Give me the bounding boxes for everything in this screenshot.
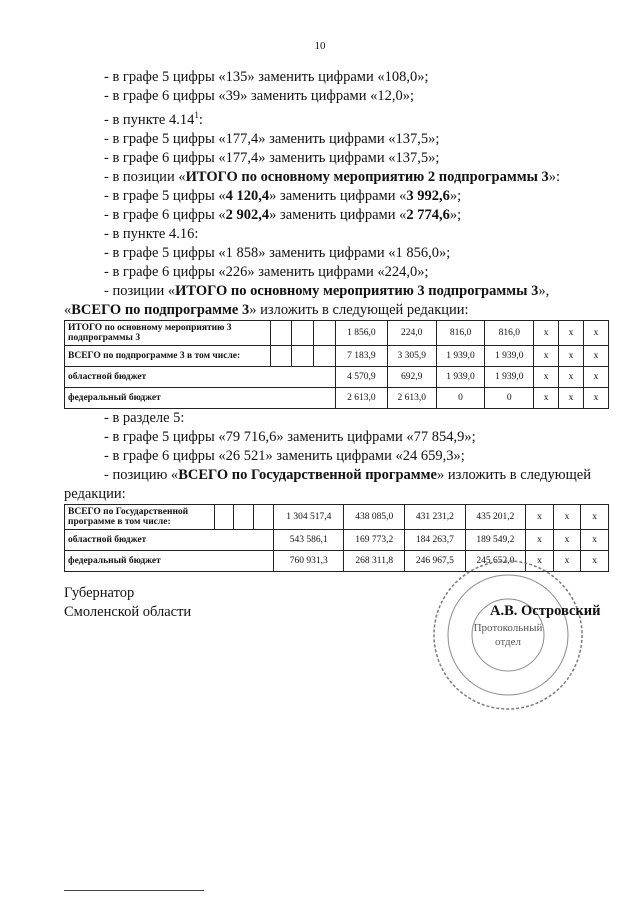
cell: х (581, 550, 609, 571)
amendment-line: - в графе 5 цифры «4 120,4» заменить цифрами «3 992,6»; (104, 187, 462, 204)
row-label: областной бюджет (65, 529, 274, 550)
cell: 0 (436, 387, 485, 408)
stamp-text: Протокольный (473, 622, 543, 634)
table-row (65, 529, 609, 550)
signatory-name: А.В. Островский (490, 603, 601, 619)
amendment-line: - в графе 5 цифры «177,4» заменить цифрами «137,5»; (104, 130, 440, 147)
page-number: 10 (314, 40, 326, 52)
cell: 0 (485, 387, 534, 408)
row-label: ВСЕГО по Государственной программе в том числе: (65, 504, 215, 529)
amendment-line: - в графе 6 цифры «226» заменить цифрами «224,0»; (104, 263, 429, 280)
cell: х (526, 529, 554, 550)
amendment-line: - в графе 6 цифры «26 521» заменить цифрами «24 659,3»; (104, 447, 465, 464)
amendment-line: редакции: (64, 485, 126, 502)
amendment-line: - в графе 5 цифры «79 716,6» заменить цифрами «77 854,9»; (104, 428, 476, 445)
cell: х (581, 504, 609, 529)
cell: 3 305,9 (387, 345, 436, 366)
cell: 189 549,2 (465, 529, 526, 550)
table-row (65, 345, 609, 366)
cell: 760 931,3 (274, 550, 344, 571)
cell: х (534, 387, 559, 408)
cell: х (584, 320, 609, 345)
cell: 2 613,0 (387, 387, 436, 408)
cell: 246 967,5 (405, 550, 466, 571)
cell: х (526, 504, 554, 529)
cell: х (581, 529, 609, 550)
table-row (65, 366, 609, 387)
row-label: ВСЕГО по подпрограмме 3 в том числе: (65, 345, 271, 366)
cell: х (534, 366, 559, 387)
cell: х (553, 529, 581, 550)
document-body (64, 68, 609, 572)
cell: 1 856,0 (335, 320, 387, 345)
official-stamp (428, 555, 588, 715)
cell: х (584, 366, 609, 387)
cell: х (559, 345, 584, 366)
cell: х (559, 320, 584, 345)
cell: 1 304 517,4 (274, 504, 344, 529)
cell: 1 939,0 (436, 366, 485, 387)
amendment-line: - в графе 6 цифры «2 902,4» заменить цифрами «2 774,6»; (104, 206, 462, 223)
cell: 2 613,0 (335, 387, 387, 408)
amendment-line: - в графе 5 цифры «135» заменить цифрами «108,0»; (104, 69, 429, 85)
cell: х (534, 345, 559, 366)
cell: 245 652,0 (465, 550, 526, 571)
amendment-line: - в пункте 4.14$^1$: (104, 110, 203, 128)
cell: х (559, 366, 584, 387)
cell: х (559, 387, 584, 408)
cell: 1 939,0 (485, 345, 534, 366)
amendment-line: - позиции «ИТОГО по основному мероприятию 3 подпрограммы 3», (104, 282, 550, 299)
amendment-line: - в графе 6 цифры «177,4» заменить цифрами «137,5»; (104, 149, 440, 166)
cell: 224,0 (387, 320, 436, 345)
cell: х (584, 387, 609, 408)
table-row (65, 387, 609, 408)
cell: 7 183,9 (335, 345, 387, 366)
amendment-line: - в пункте 4.16: (104, 225, 199, 242)
stamp-text: отдел (495, 636, 521, 648)
amendment-line: - в позиции «ИТОГО по основному мероприятию 2 подпрограммы 3»: (104, 168, 561, 185)
cell: 1 939,0 (485, 366, 534, 387)
cell: 543 586,1 (274, 529, 344, 550)
row-label: федеральный бюджет (65, 550, 274, 571)
cell: 1 939,0 (436, 345, 485, 366)
cell: 268 311,8 (344, 550, 405, 571)
cell: 816,0 (485, 320, 534, 345)
amendment-line: - в графе 5 цифры «1 858» заменить цифрами «1 856,0»; (104, 244, 451, 261)
cell: х (534, 320, 559, 345)
table-row (65, 320, 609, 345)
amendment-line: - в разделе 5: (104, 409, 185, 426)
cell: 4 570,9 (335, 366, 387, 387)
cell: 438 085,0 (344, 504, 405, 529)
row-label: областной бюджет (65, 366, 336, 387)
cell: 816,0 (436, 320, 485, 345)
cell: 184 263,7 (405, 529, 466, 550)
amendment-line: - в графе 6 цифры «39» заменить цифрами «12,0»; (104, 88, 414, 104)
amendment-line: - позицию «ВСЕГО по Государственной программе» изложить в следующей (104, 466, 592, 483)
row-label: федеральный бюджет (65, 387, 336, 408)
subprogram-3-table (64, 320, 609, 409)
cell: х (584, 345, 609, 366)
cell: 435 201,2 (465, 504, 526, 529)
cell: х (553, 504, 581, 529)
cell: х (526, 550, 554, 571)
cell: х (553, 550, 581, 571)
cell: 692,9 (387, 366, 436, 387)
row-label: ИТОГО по основному мероприятию 3 подпрограммы 3 (65, 320, 271, 345)
table-row (65, 504, 609, 529)
amendment-line: «ВСЕГО по подпрограмме 3» изложить в следующей редакции: (64, 301, 469, 318)
footer-divider (64, 890, 204, 891)
cell: 431 231,2 (405, 504, 466, 529)
cell: 169 773,2 (344, 529, 405, 550)
signatory-title: Губернатор Смоленской области (64, 585, 192, 620)
